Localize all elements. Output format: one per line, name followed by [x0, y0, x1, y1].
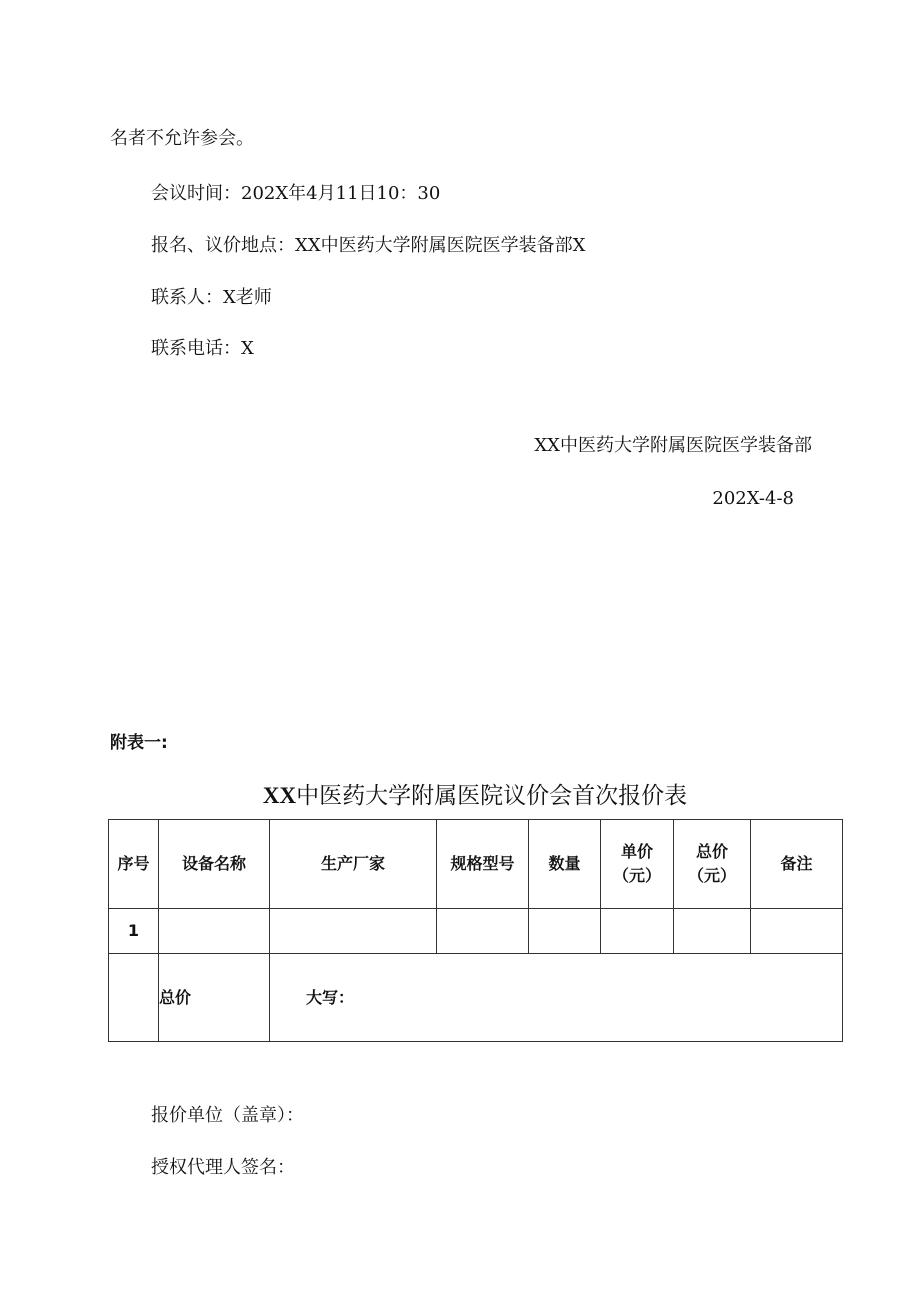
cell-no: 1 — [109, 909, 159, 954]
header-total-price — [674, 820, 751, 909]
intro-tail-text: 名者不允许参会。 — [110, 128, 254, 149]
table-total-row — [109, 954, 843, 1042]
header-no: 序号 — [109, 820, 159, 909]
cell-remark — [751, 909, 843, 954]
cell-quantity — [529, 909, 601, 954]
header-unit-price-label: 单价 — [620, 842, 653, 861]
total-label: 总价 — [159, 954, 270, 1042]
header-unit-price-unit: （元） — [612, 866, 661, 885]
contact-person-text: 联系人：X老师 — [151, 287, 272, 308]
table-title-rest: 中医药大学附属医院议价会首次报价表 — [296, 783, 688, 809]
header-quantity: 数量 — [529, 820, 601, 909]
cell-device-name — [159, 909, 270, 954]
cell-unit-price — [601, 909, 674, 954]
header-total-price-label: 总价 — [695, 842, 728, 861]
cell-manufacturer — [270, 909, 437, 954]
header-model: 规格型号 — [437, 820, 529, 909]
quote-unit-text: 报价单位（盖章）： — [151, 1105, 304, 1126]
cell-model — [437, 909, 529, 954]
header-total-price-unit: （元） — [687, 866, 736, 885]
cell-total-price — [674, 909, 751, 954]
header-remark: 备注 — [751, 820, 843, 909]
signature-date: 202X-4-8 — [712, 488, 794, 509]
meeting-place-text: 报名、议价地点：XX中医药大学附属医院医学装备部X — [151, 235, 586, 256]
table-header-row — [109, 820, 843, 909]
signature-organization: XX中医药大学附属医院医学装备部 — [534, 435, 812, 456]
cell-total-empty — [109, 954, 159, 1042]
attachment-label: 附表一: — [110, 733, 168, 753]
table-title-lead: XX — [262, 783, 297, 808]
header-device-name: 设备名称 — [159, 820, 270, 909]
authorized-agent-text: 授权代理人签名： — [151, 1157, 295, 1178]
table-row — [109, 909, 843, 954]
header-unit-price — [601, 820, 674, 909]
contact-phone-text: 联系电话：X — [151, 338, 254, 359]
header-manufacturer: 生产厂家 — [270, 820, 437, 909]
meeting-time-text: 会议时间：202X年4月11日10：30 — [151, 183, 441, 204]
table-title — [0, 780, 920, 812]
total-in-words-label: 大写： — [270, 954, 843, 1042]
quote-table — [108, 819, 843, 1042]
